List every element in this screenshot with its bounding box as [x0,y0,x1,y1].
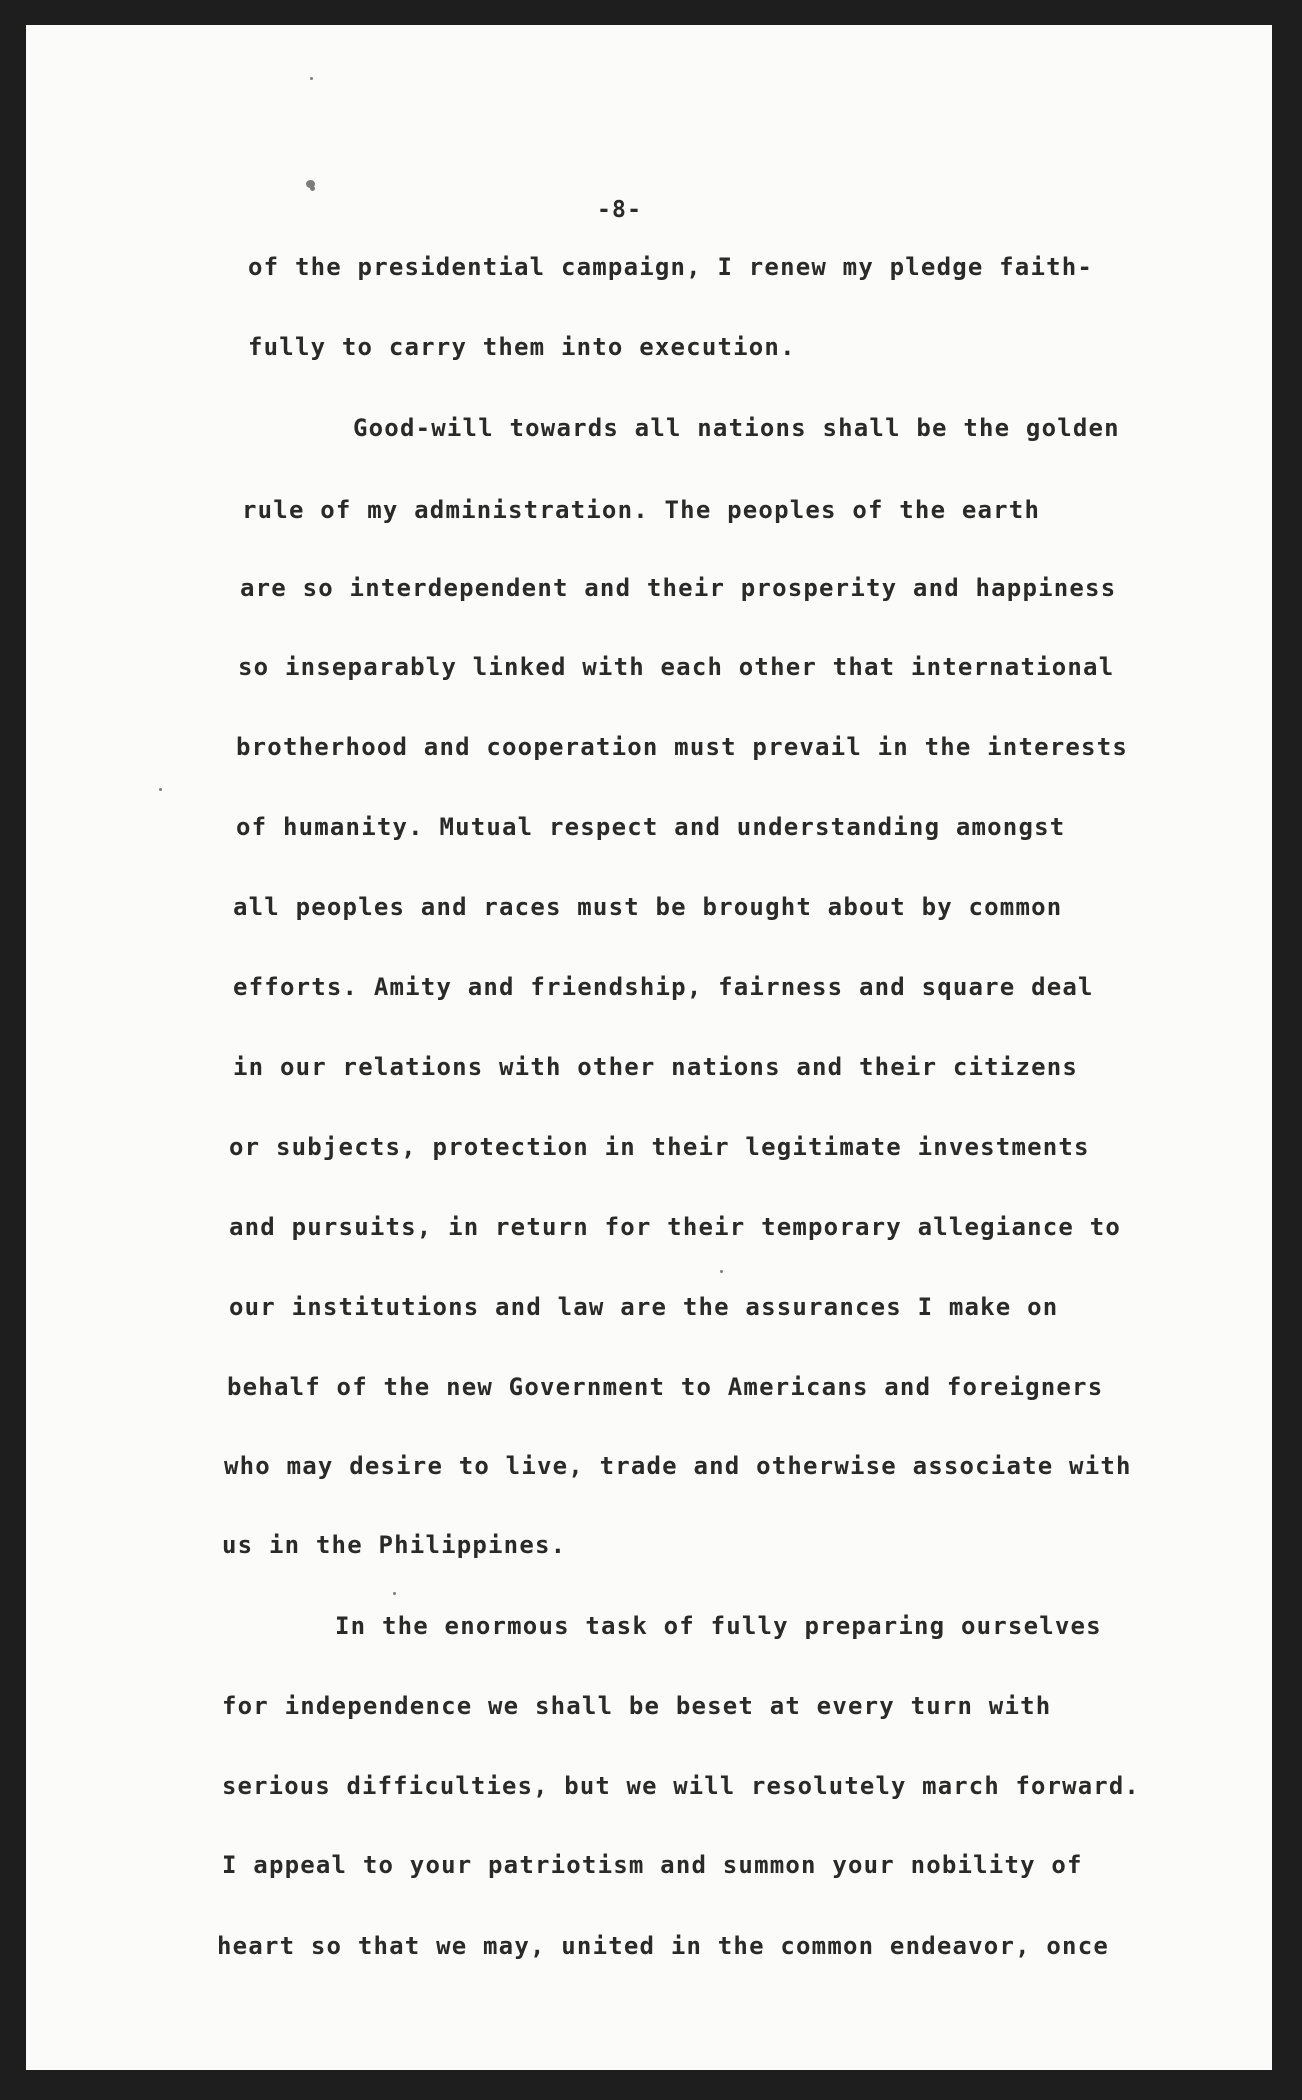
text-line-11: in our relations with other nations and their citizens [233,1053,1079,1081]
text-line-18: In the enormous task of fully preparing ourselves [335,1612,1102,1640]
text-line-12: or subjects, protection in their legitimate investments [229,1133,1090,1161]
text-line-5: are so interdependent and their prosperity and happiness [240,574,1117,602]
text-line-14: our institutions and law are the assurances I make on [229,1293,1059,1321]
text-line-3: Good-will towards all nations shall be the golden [353,414,1120,442]
ink-speck [159,788,162,791]
page-number: -8- [597,197,643,223]
text-line-17: us in the Philippines. [222,1531,567,1559]
text-line-19: for independence we shall be beset at every turn with [222,1692,1052,1720]
ink-speck [393,1592,396,1595]
text-line-9: all peoples and races must be brought about by common [233,893,1063,921]
text-line-10: efforts. Amity and friendship, fairness and square deal [233,973,1094,1001]
text-line-22: heart so that we may, united in the common endeavor, once [217,1932,1110,1960]
text-line-16: who may desire to live, trade and otherwise associate with [224,1452,1132,1480]
text-line-20: serious difficulties, but we will resolutely march forward. [222,1772,1140,1800]
ink-speck [720,1270,723,1273]
ink-speck [310,77,313,80]
text-line-8: of humanity. Mutual respect and understanding amongst [236,813,1066,841]
ink-speck [310,186,315,191]
text-line-21: I appeal to your patriotism and summon your nobility of [222,1851,1083,1879]
text-line-15: behalf of the new Government to Americans and foreigners [227,1373,1104,1401]
text-line-6: so inseparably linked with each other that international [238,653,1115,681]
text-line-1: of the presidential campaign, I renew my pledge faith- [248,253,1094,281]
text-line-7: brotherhood and cooperation must prevail in the interests [236,733,1129,761]
text-line-4: rule of my administration. The peoples of the earth [242,496,1041,524]
text-line-2: fully to carry them into execution. [248,333,796,361]
text-line-13: and pursuits, in return for their temporary allegiance to [229,1213,1122,1241]
